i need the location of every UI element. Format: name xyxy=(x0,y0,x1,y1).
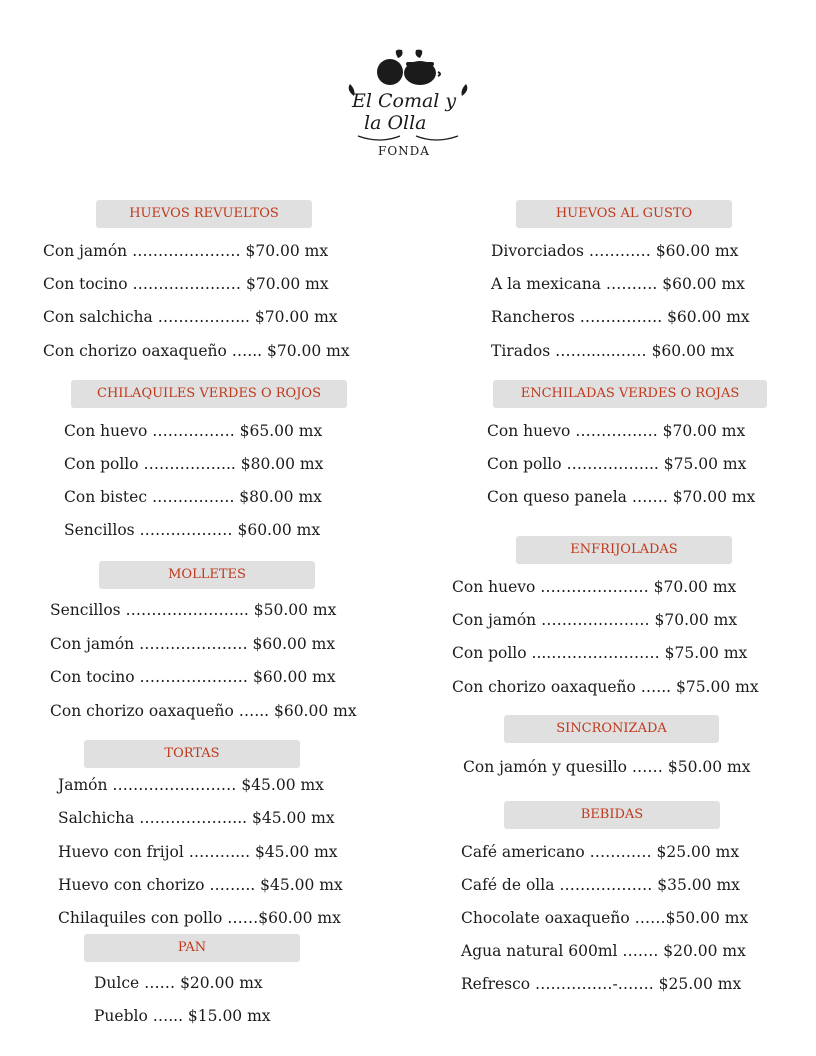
menu-item: Huevo con chorizo ……... $45.00 mx xyxy=(58,876,343,894)
section-header-huevos-al-gusto: HUEVOS AL GUSTO xyxy=(516,200,732,228)
menu-item: Con tocino ………………… $60.00 mx xyxy=(50,668,336,686)
menu-item: Divorciados ………… $60.00 mx xyxy=(491,242,739,260)
section-header-tortas: TORTAS xyxy=(84,740,300,768)
menu-item: Con huevo ………………… $70.00 mx xyxy=(452,578,737,596)
menu-item: Chocolate oaxaqueño ……$50.00 mx xyxy=(461,909,749,927)
menu-item: Sencillos ……………… $60.00 mx xyxy=(64,521,321,539)
section-header-chilaquiles: CHILAQUILES VERDES O ROJOS xyxy=(71,380,347,408)
menu-item: Tirados ……......…… $60.00 mx xyxy=(491,342,735,360)
menu-item: Jamón …………………… $45.00 mx xyxy=(58,776,324,794)
menu-item: Sencillos …………………... $50.00 mx xyxy=(50,601,337,619)
restaurant-logo xyxy=(340,44,476,164)
menu-item: Pueblo …... $15.00 mx xyxy=(94,1007,271,1025)
menu-item: Refresco ……………-……. $25.00 mx xyxy=(461,975,742,993)
menu-item: Café de olla ……………… $35.00 mx xyxy=(461,876,740,894)
logo-line3: FONDA xyxy=(378,144,430,158)
section-header-pan: PAN xyxy=(84,934,300,962)
menu-item: Dulce …… $20.00 mx xyxy=(94,974,263,992)
menu-item: Con chorizo oaxaqueño …... $60.00 mx xyxy=(50,702,357,720)
menu-item: Con pollo ....………………… $75.00 mx xyxy=(452,644,748,662)
menu-item: Salchicha ………………... $45.00 mx xyxy=(58,809,335,827)
menu-item: Con tocino ………………… $70.00 mx xyxy=(43,275,329,293)
logo-line2: la Olla xyxy=(364,112,427,134)
menu-item: Con jamón ………………… $60.00 mx xyxy=(50,635,336,653)
section-header-bebidas: BEBIDAS xyxy=(504,801,720,829)
menu-item: A la mexicana ………. $60.00 mx xyxy=(491,275,745,293)
menu-item: Agua natural 600ml ……. $20.00 mx xyxy=(461,942,746,960)
menu-item: Con huevo ……………. $65.00 mx xyxy=(64,422,323,440)
menu-item: Con jamón ………………… $70.00 mx xyxy=(43,242,329,260)
section-header-enchiladas: ENCHILADAS VERDES O ROJAS xyxy=(493,380,767,408)
menu-item: Con jamón ………………… $70.00 mx xyxy=(452,611,738,629)
menu-item: Con pollo ……………... $75.00 mx xyxy=(487,455,747,473)
menu-item: Con huevo ……………. $70.00 mx xyxy=(487,422,746,440)
section-header-enfrijoladas: ENFRIJOLADAS xyxy=(516,536,732,564)
menu-item: Café americano ………… $25.00 mx xyxy=(461,843,740,861)
menu-item: Con salchicha ……………... $70.00 mx xyxy=(43,308,338,326)
menu-item: Con jamón y quesillo …… $50.00 mx xyxy=(463,758,751,776)
menu-item: Con pollo ……………... $80.00 mx xyxy=(64,455,324,473)
menu-item: Huevo con frijol ………... $45.00 mx xyxy=(58,843,338,861)
section-header-huevos-revueltos: HUEVOS REVUELTOS xyxy=(96,200,312,228)
menu-item: Con bistec ……………. $80.00 mx xyxy=(64,488,322,506)
logo-line1: El Comal y xyxy=(352,90,457,112)
menu-item: Chilaquiles con pollo ……$60.00 mx xyxy=(58,909,341,927)
menu-item: Con queso panela ……. $70.00 mx xyxy=(487,488,756,506)
menu-item: Rancheros ……………. $60.00 mx xyxy=(491,308,750,326)
menu-item: Con chorizo oaxaqueño …... $75.00 mx xyxy=(452,678,759,696)
menu-item: Con chorizo oaxaqueño …... $70.00 mx xyxy=(43,342,350,360)
section-header-molletes: MOLLETES xyxy=(99,561,315,589)
section-header-sincronizada: SINCRONIZADA xyxy=(504,715,719,743)
